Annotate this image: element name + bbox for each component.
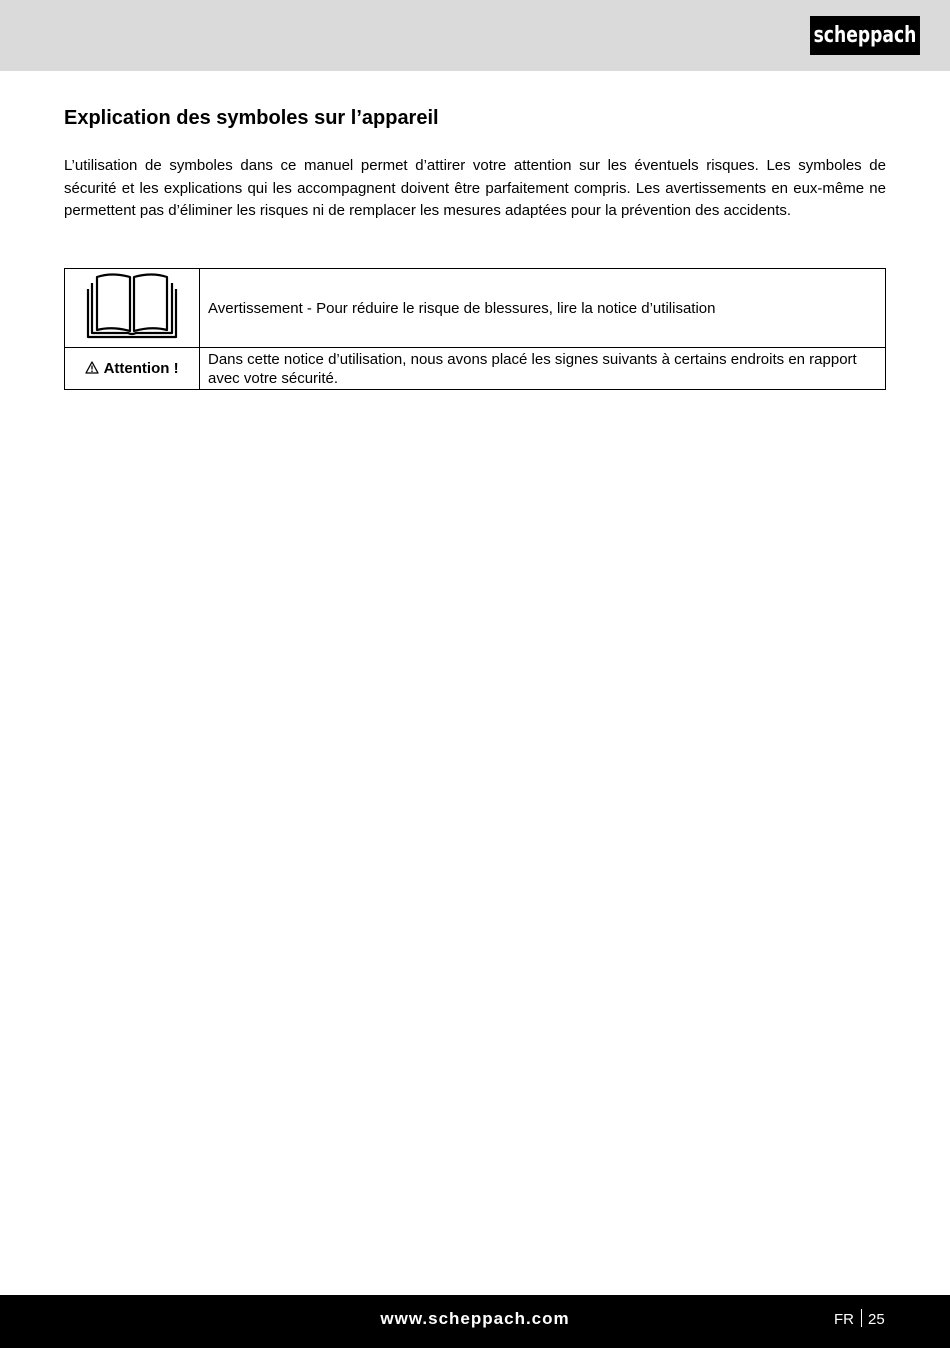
page-title: Explication des symboles sur l’appareil	[64, 107, 439, 129]
footer-bar	[0, 1295, 950, 1348]
symbol-cell	[65, 269, 200, 348]
page-number: 25	[868, 1311, 885, 1328]
symbol-cell	[65, 348, 200, 390]
symbol-description: Avertissement - Pour réduire le risque de blessures, lire la notice d’utilisation	[200, 269, 886, 348]
footer-divider	[861, 1309, 862, 1327]
table-row	[65, 269, 886, 348]
intro-paragraph: L’utilisation de symboles dans ce manuel permet d’attirer votre attention sur les éventuels risques. Les symboles de sécurité et les explications qui les accompagnent doivent être parfaitement compris. Les avertissements en eux-même ne permettent pas d’éliminer les risques ni de remplacer les mesures adaptées pour la prévention des accidents.	[64, 157, 886, 220]
symbols-table	[64, 268, 886, 390]
website-link[interactable]: www.scheppach.com	[380, 1309, 570, 1328]
warning-triangle-icon	[85, 360, 103, 377]
scheppach-logo: scheppach	[810, 16, 920, 55]
symbol-description: Dans cette notice d’utilisation, nous avons placé les signes suivants à certains endroits en rapport avec votre sécurité.	[200, 348, 886, 390]
attention-label: Attention !	[103, 360, 179, 377]
table-row	[65, 348, 886, 390]
header-band	[0, 0, 950, 71]
open-book-icon	[84, 328, 180, 345]
language-code: FR	[834, 1311, 854, 1328]
